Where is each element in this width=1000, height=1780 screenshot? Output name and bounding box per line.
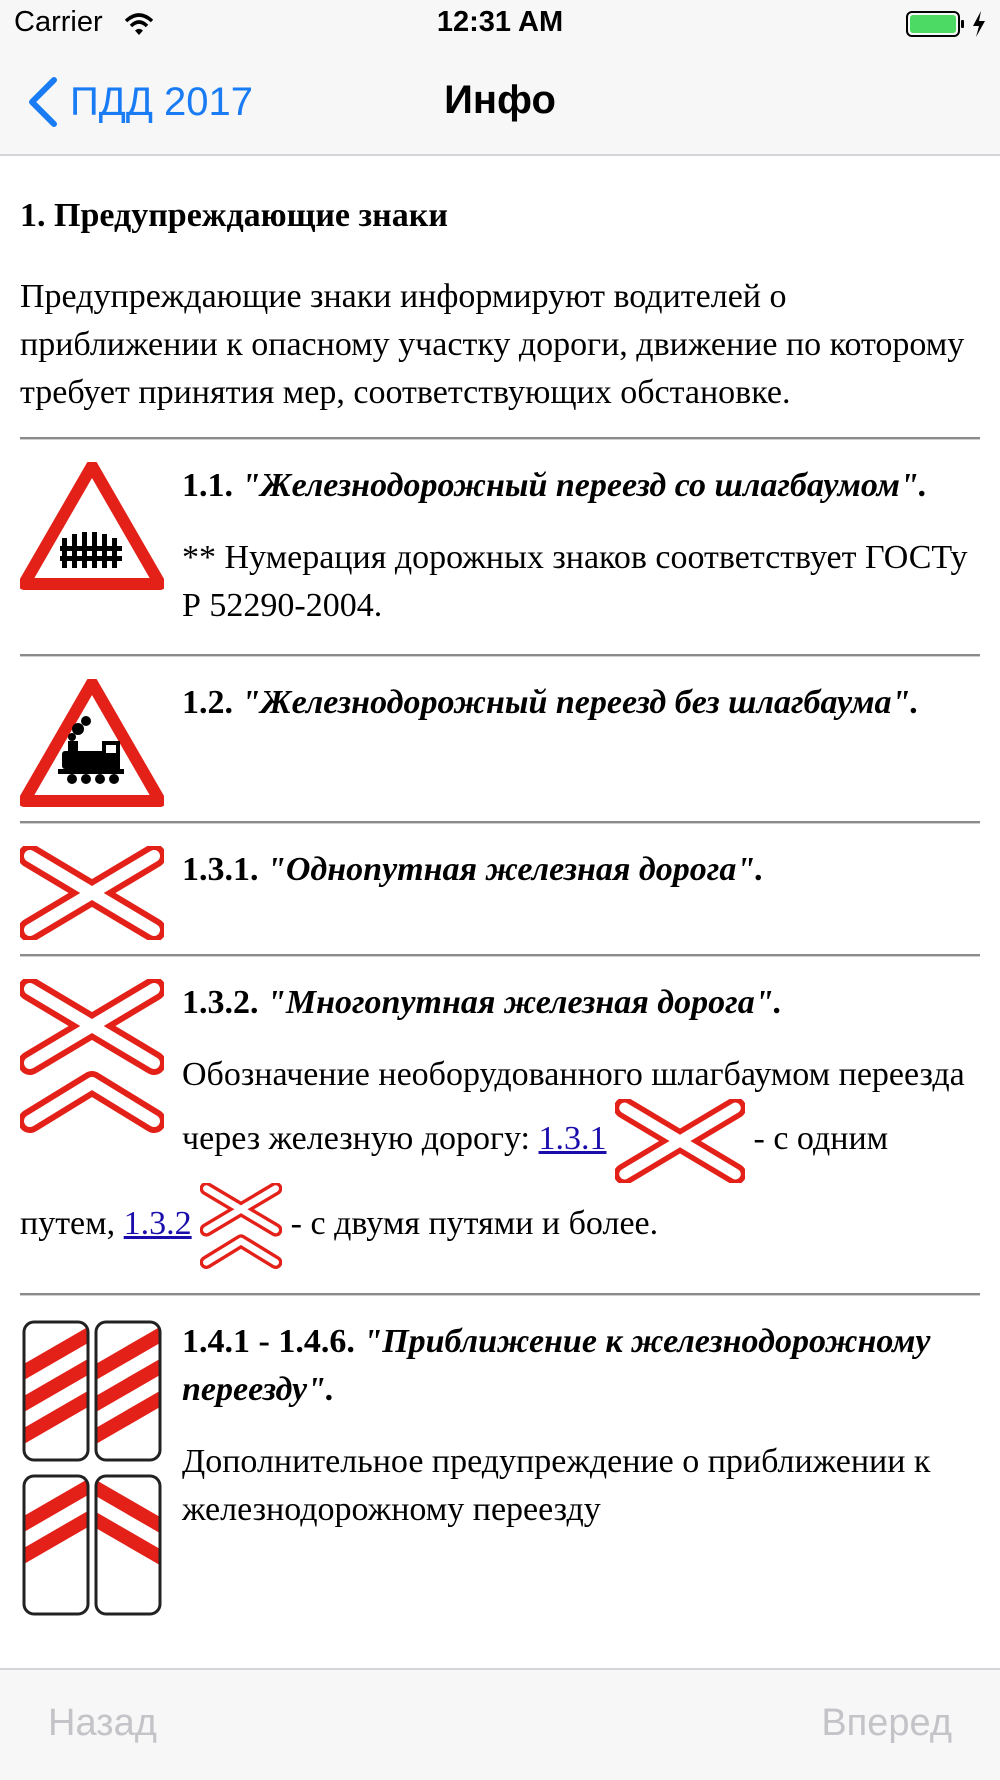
toolbar-forward-button[interactable]: Вперед: [821, 1702, 952, 1744]
divider: [20, 821, 980, 824]
sign-1-1-image: [20, 462, 164, 590]
section-title: 1. Предупреждающие знаки: [20, 197, 448, 234]
carrier-label: Carrier: [14, 6, 103, 38]
divider: [20, 1293, 980, 1296]
divider: [20, 954, 980, 957]
single-track-railway-inline-icon: [615, 1099, 745, 1183]
sign-1-4-image: [20, 1318, 164, 1638]
sign-1-3-2-description: Обозначение необорудованного шлагбаумом переезда через железную дорогу: 1.3.1 - с одним путем, 1.3.2 - с двумя путями и более.: [20, 1051, 980, 1269]
sign-1-3-1-image: [20, 846, 164, 940]
clock: 12:31 AM: [436, 6, 564, 38]
status-bar: [0, 0, 1000, 48]
approach-to-railway-crossing-icon: [20, 1318, 164, 1638]
sign-entry-1-1: [20, 462, 980, 654]
single-track-railway-icon: [20, 846, 164, 940]
sign-entry-1-3-1: [20, 846, 980, 954]
page-title: Инфо: [444, 78, 556, 122]
divider: [20, 437, 980, 440]
battery-icon: [906, 10, 966, 38]
sign-1-2-title: 1.2. "Железнодорожный переезд без шлагбаума".: [182, 683, 919, 721]
charging-bolt-icon: [970, 10, 988, 38]
toolbar-back-button[interactable]: Назад: [48, 1702, 157, 1744]
sign-1-1-note: ** Нумерация дорожных знаков соответствует ГОСТу Р 52290-2004.: [182, 538, 968, 624]
railway-crossing-without-barrier-icon: [20, 679, 164, 807]
sign-1-3-1-title: 1.3.1. "Однопутная железная дорога".: [182, 850, 764, 888]
back-button-label: ПДД 2017: [70, 79, 254, 124]
sign-entry-1-3-2: [20, 979, 980, 1293]
bottom-toolbar: [0, 1668, 1000, 1780]
section-intro: Предупреждающие знаки информируют водителей о приближении к опасному участку дороги, движение по которому требует принятия мер, соответствующих обстановке.: [20, 277, 965, 411]
sign-1-4-description: Дополнительное предупреждение о приближении к железнодорожному переезду: [182, 1442, 931, 1528]
multi-track-railway-icon: [20, 979, 164, 1133]
link-1-3-1[interactable]: 1.3.1: [538, 1119, 607, 1157]
divider: [20, 654, 980, 657]
railway-crossing-with-barrier-icon: [20, 462, 164, 590]
sign-entry-1-2: [20, 679, 980, 821]
multi-track-railway-inline-icon: [200, 1183, 282, 1269]
content-scroll-view[interactable]: [0, 156, 1000, 1668]
link-1-3-2[interactable]: 1.3.2: [123, 1204, 192, 1242]
sign-entry-1-4: [20, 1318, 980, 1652]
sign-1-4-title: 1.4.1 - 1.4.6. "Приближение к железнодорожному переезду".: [182, 1322, 931, 1408]
sign-1-3-2-title: 1.3.2. "Многопутная железная дорога".: [182, 983, 783, 1021]
sign-1-1-title: 1.1. "Железнодорожный переезд со шлагбаумом".: [182, 466, 928, 504]
navigation-bar: [0, 48, 1000, 156]
sign-1-3-2-image: [20, 979, 164, 1133]
sign-1-2-image: [20, 679, 164, 807]
